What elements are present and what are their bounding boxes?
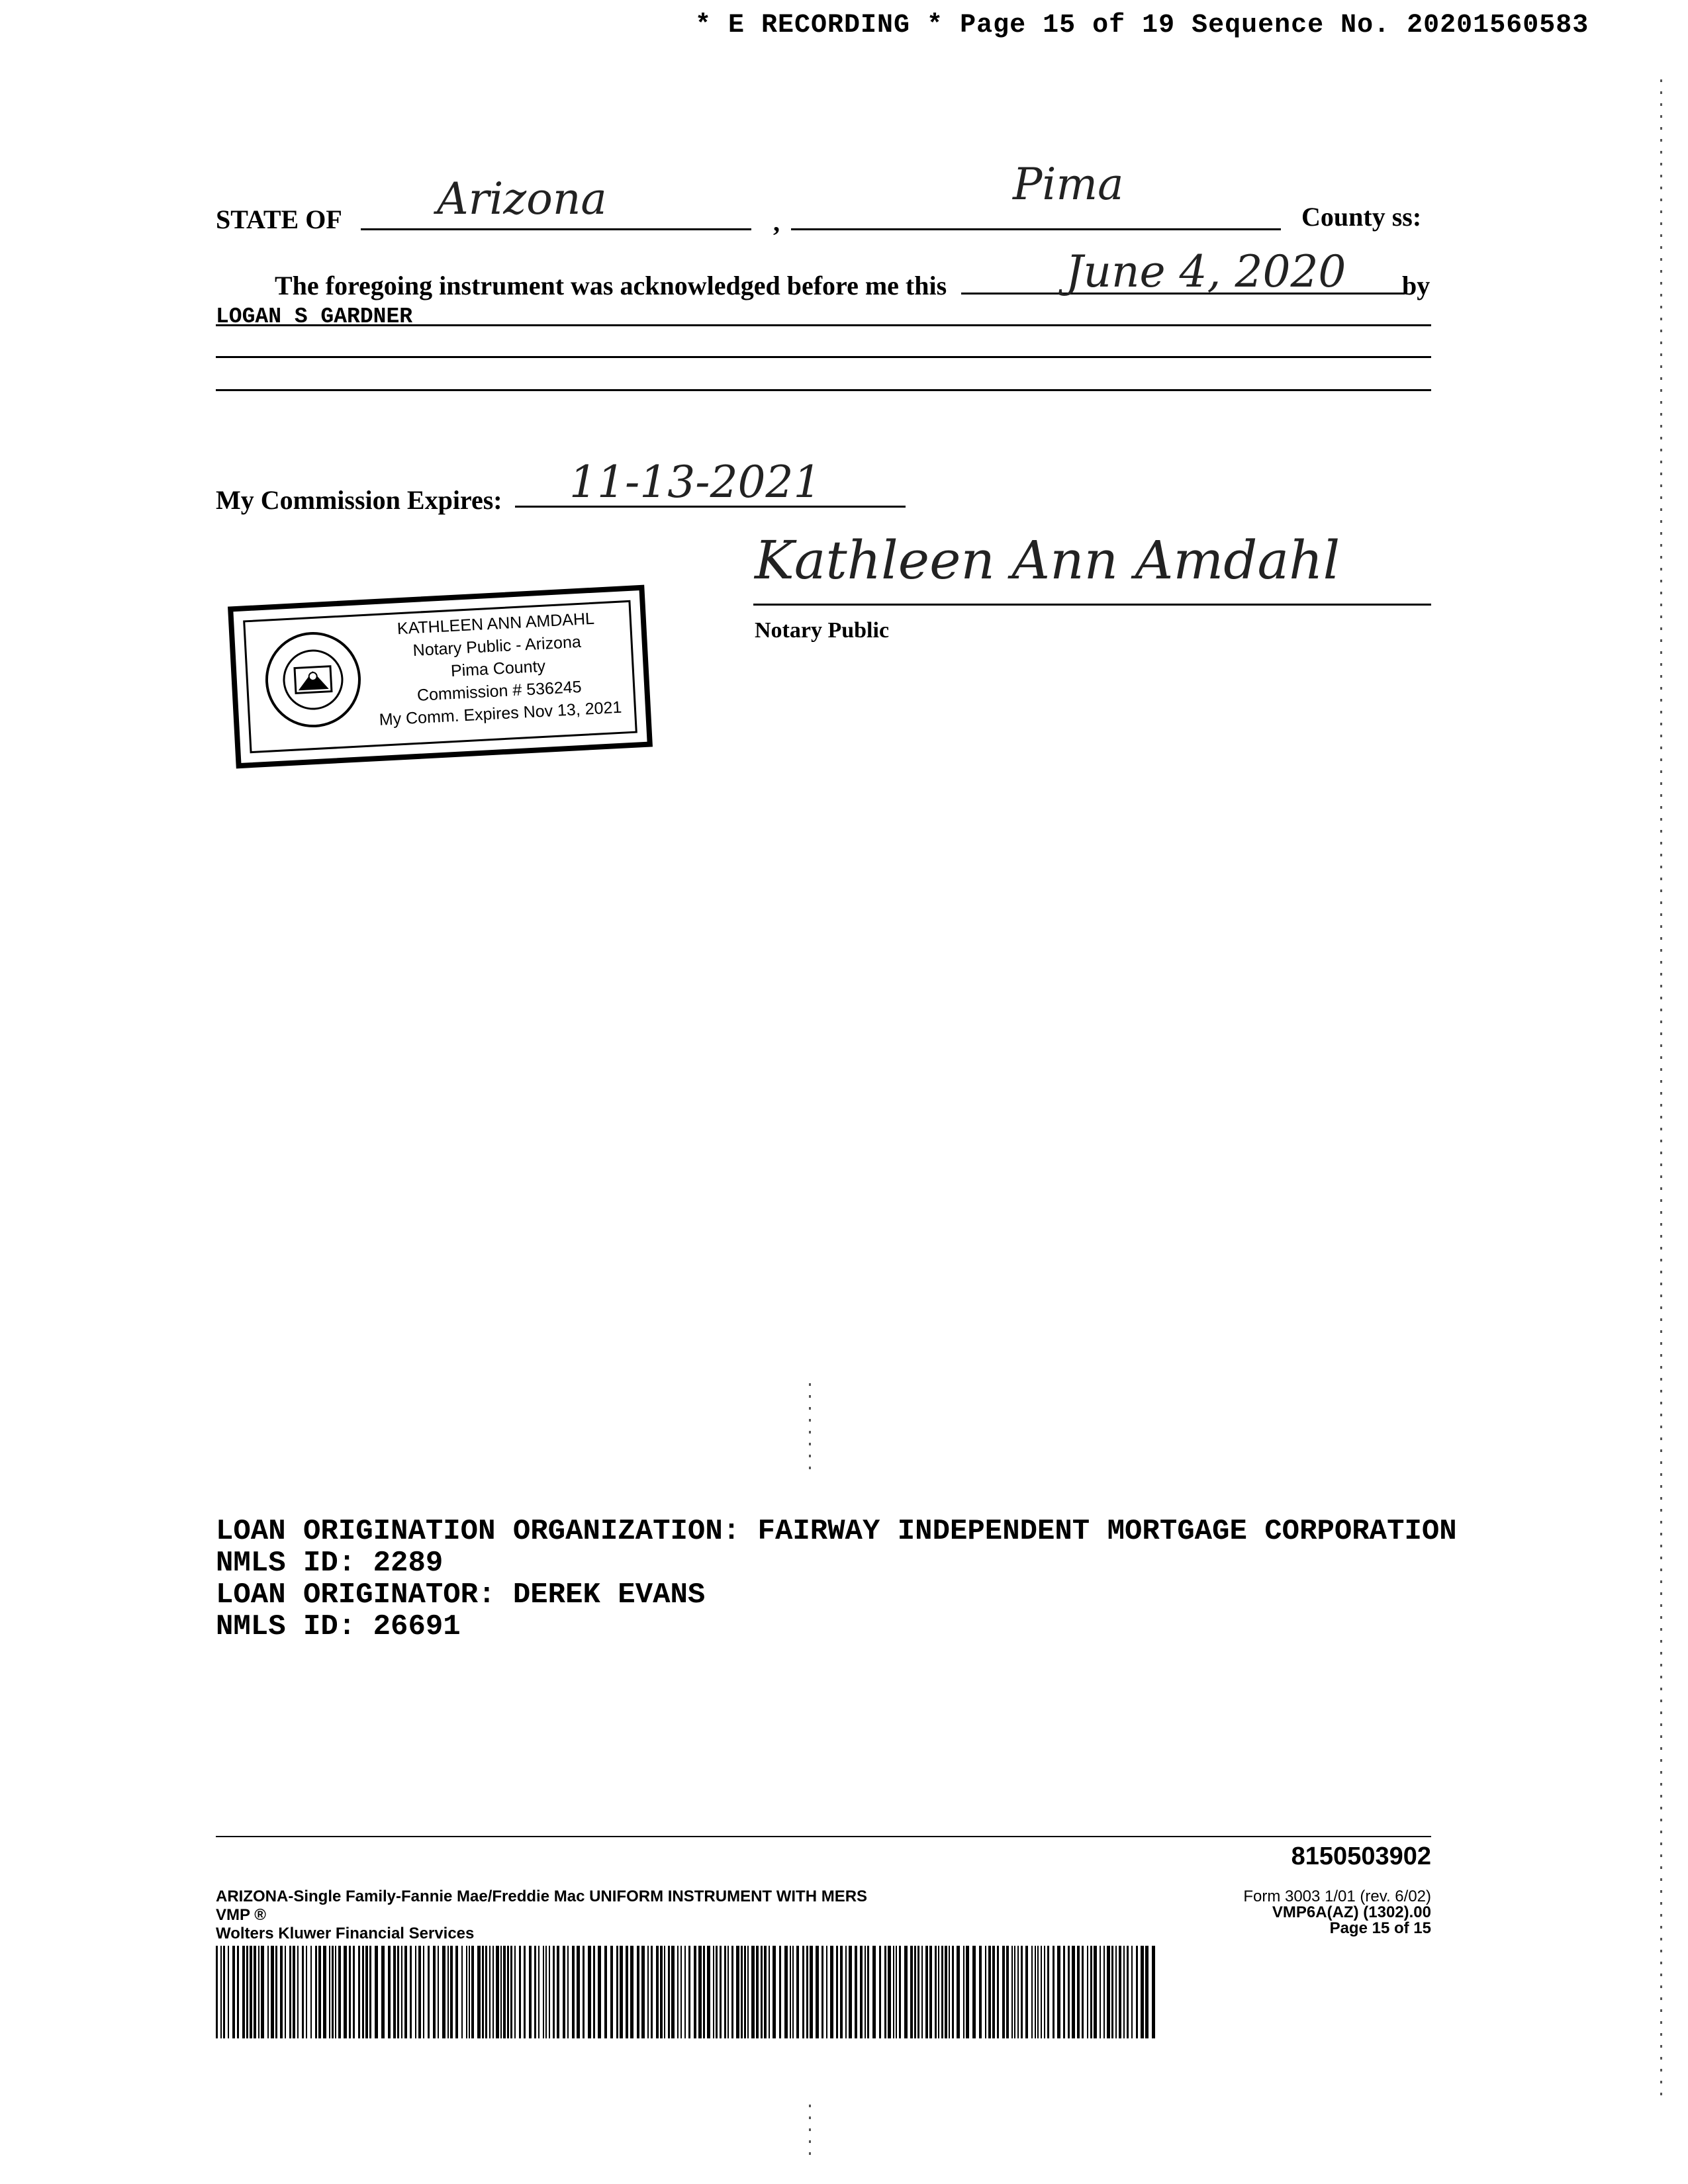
scan-dot — [1660, 1402, 1662, 1404]
county-handwritten: Pima — [1013, 159, 1124, 210]
scan-dot — [1660, 318, 1662, 320]
scan-dot — [1660, 1962, 1662, 1964]
scan-dot — [1660, 1938, 1662, 1940]
scan-dot — [1660, 830, 1662, 833]
scan-dot — [1660, 1140, 1662, 1142]
scan-dot — [1660, 1700, 1662, 1702]
scan-dot — [1660, 1104, 1662, 1107]
scan-dot — [1660, 1890, 1662, 1893]
scan-dot — [1660, 294, 1662, 296]
scan-dot — [1660, 711, 1662, 713]
scan-dot — [1660, 127, 1662, 130]
scan-dot — [1660, 973, 1662, 976]
scan-dot — [1660, 735, 1662, 737]
scan-dot — [1660, 1950, 1662, 1952]
scan-dot — [1660, 389, 1662, 392]
scan-dot — [1660, 1116, 1662, 1118]
scan-dot — [1660, 818, 1662, 821]
scan-dot — [1660, 1342, 1662, 1345]
scan-dot — [1660, 139, 1662, 142]
scan-dot — [1660, 1545, 1662, 1547]
scan-dot — [1660, 1592, 1662, 1595]
loan-organization: LOAN ORIGINATION ORGANIZATION: FAIRWAY INDEPENDENT MORTGAGE CORPORATION — [216, 1515, 1457, 1548]
scan-dot — [1660, 782, 1662, 785]
scan-dot — [1660, 1819, 1662, 1821]
scan-dot — [1660, 79, 1662, 82]
scan-dot — [1660, 866, 1662, 868]
scan-dot — [1660, 1569, 1662, 1571]
scan-dot — [1660, 1032, 1662, 1035]
scan-dot — [1660, 1223, 1662, 1226]
scan-dot — [1660, 1616, 1662, 1619]
scan-dot — [1660, 1211, 1662, 1214]
state-of-label: STATE OF — [216, 205, 342, 234]
scan-dot — [1660, 258, 1662, 261]
scan-dot — [1660, 937, 1662, 940]
scan-dot — [1660, 1902, 1662, 1905]
scan-dot — [1660, 532, 1662, 535]
scan-dot — [809, 1467, 811, 1469]
scan-dot — [1660, 1926, 1662, 1929]
scan-dot — [1660, 604, 1662, 606]
vmp-code: VMP6A(AZ) (1302).00 — [1272, 1903, 1431, 1921]
scan-dot — [1660, 1390, 1662, 1392]
scan-dot — [1660, 449, 1662, 451]
scan-dot — [1660, 1771, 1662, 1774]
footer-page: Page 15 of 15 — [1329, 1919, 1431, 1937]
scan-dot — [1660, 1985, 1662, 1988]
scan-dot — [1660, 1068, 1662, 1071]
scan-dot — [1660, 508, 1662, 511]
scan-dot — [1660, 1378, 1662, 1381]
scan-dot — [1660, 1449, 1662, 1452]
scan-dot — [1660, 663, 1662, 666]
scan-dot — [1660, 1509, 1662, 1512]
scan-dot — [1660, 1866, 1662, 1869]
scan-dot — [1660, 949, 1662, 952]
scan-dot — [1660, 1199, 1662, 1202]
scan-dot — [1660, 1354, 1662, 1357]
scan-dot — [1660, 556, 1662, 559]
scan-dot — [1660, 425, 1662, 428]
scan-dot — [1660, 1580, 1662, 1583]
notary-public-label: Notary Public — [755, 618, 890, 643]
scan-dot — [1660, 985, 1662, 987]
scan-dot — [1660, 330, 1662, 332]
scan-dot — [1660, 1473, 1662, 1476]
state-handwritten: Arizona — [437, 173, 607, 224]
scan-dot — [1660, 2057, 1662, 2060]
scan-dot — [1660, 842, 1662, 844]
scan-dot — [809, 2116, 811, 2119]
scan-dot — [1660, 461, 1662, 463]
scan-dot — [1660, 723, 1662, 725]
scan-dot — [1660, 627, 1662, 630]
scan-dot — [1660, 1330, 1662, 1333]
scan-dot — [1660, 1247, 1662, 1250]
scan-dot — [1660, 639, 1662, 642]
scan-dot — [809, 1383, 811, 1386]
scan-dot — [1660, 1640, 1662, 1643]
scan-dot — [1660, 651, 1662, 654]
scan-dot — [1660, 1759, 1662, 1762]
scan-dot — [1660, 1414, 1662, 1416]
scan-dot — [1660, 1056, 1662, 1059]
scan-dot — [1660, 1723, 1662, 1726]
scan-dot — [1660, 1795, 1662, 1797]
scan-dot — [1660, 151, 1662, 154]
scan-dot — [1660, 306, 1662, 308]
scan-dot — [1660, 1306, 1662, 1309]
scan-dot — [1660, 1628, 1662, 1631]
scan-dot — [1660, 1831, 1662, 1833]
scan-dot — [1660, 1044, 1662, 1047]
scan-dot — [1660, 1974, 1662, 1976]
scan-dot — [1660, 1664, 1662, 1666]
scan-dot — [1660, 1843, 1662, 1845]
scan-dot — [1660, 1533, 1662, 1535]
scan-dot — [809, 2152, 811, 2155]
scan-dot — [1660, 961, 1662, 964]
scan-dot — [1660, 925, 1662, 928]
scan-dot — [1660, 1783, 1662, 1786]
scan-dot — [1660, 2009, 1662, 2012]
recording-header: * E RECORDING * Page 15 of 19 Sequence No. 20201560583 — [695, 11, 1589, 40]
stamp-name: KATHLEEN ANN AMDAHL — [397, 609, 595, 639]
scan-dot — [1660, 496, 1662, 499]
scan-dot — [1660, 806, 1662, 809]
scan-dot — [1660, 413, 1662, 416]
scan-dot — [1660, 1163, 1662, 1166]
scan-dot — [1660, 1997, 1662, 2000]
scan-dot — [809, 2105, 811, 2107]
scan-dot — [1660, 913, 1662, 916]
scan-dot — [1660, 484, 1662, 487]
scan-dot — [1660, 222, 1662, 225]
scan-dot — [1660, 1366, 1662, 1369]
scan-dot — [809, 1431, 811, 1433]
scan-dot — [1660, 341, 1662, 344]
scan-dot — [809, 1443, 811, 1445]
notary-signature: Kathleen Ann Amdahl — [755, 529, 1340, 591]
scan-dot — [1660, 758, 1662, 761]
scan-dot — [809, 2140, 811, 2143]
scan-dot — [1660, 1914, 1662, 1917]
date-handwritten: June 4, 2020 — [1066, 246, 1346, 297]
scan-dot — [1660, 520, 1662, 523]
loan-originator: LOAN ORIGINATOR: DEREK EVANS — [216, 1578, 706, 1612]
scan-dot — [1660, 1557, 1662, 1559]
vmp-mark: VMP ® — [216, 1906, 266, 1924]
scan-dot — [1660, 699, 1662, 702]
scan-dot — [1660, 1235, 1662, 1238]
publisher: Wolters Kluwer Financial Services — [216, 1925, 475, 1942]
scan-dot — [1660, 2069, 1662, 2071]
scan-dot — [1660, 1807, 1662, 1809]
scan-dot — [1660, 687, 1662, 690]
scan-dot — [1660, 1437, 1662, 1440]
by-label: by — [1402, 271, 1430, 300]
loan-org-nmls: NMLS ID: 2289 — [216, 1547, 444, 1580]
county-label: County ss: — [1301, 202, 1422, 232]
scan-dot — [1660, 878, 1662, 880]
scan-dot — [1660, 210, 1662, 213]
scan-dot — [1660, 246, 1662, 249]
scan-dot — [1660, 1187, 1662, 1190]
scan-dot — [1660, 1485, 1662, 1488]
scan-dot — [1660, 1652, 1662, 1655]
scan-dot — [1660, 473, 1662, 475]
scan-dot — [1660, 1521, 1662, 1524]
foregoing-text: The foregoing instrument was acknowledged before me this — [275, 271, 947, 300]
scan-dot — [1660, 270, 1662, 273]
scan-dot — [1660, 1128, 1662, 1130]
scan-dot — [1660, 91, 1662, 94]
scan-dot — [1660, 544, 1662, 547]
scan-dot — [1660, 675, 1662, 678]
scan-dot — [1660, 1878, 1662, 1881]
scan-dot — [1660, 889, 1662, 892]
form-title: ARIZONA-Single Family-Fannie Mae/Freddie Mac UNIFORM INSTRUMENT WITH MERS — [216, 1888, 868, 1905]
commission-label: My Commission Expires: — [216, 485, 502, 515]
scan-dot — [1660, 794, 1662, 797]
scan-dot — [809, 1419, 811, 1422]
scan-dot — [1660, 103, 1662, 106]
acknowledged-by-name: LOGAN S GARDNER — [216, 304, 413, 329]
scan-dot — [1660, 2033, 1662, 2036]
scan-dot — [1660, 1021, 1662, 1023]
scan-dot — [1660, 1152, 1662, 1154]
scan-dot — [1660, 1688, 1662, 1690]
scan-dot — [1660, 2021, 1662, 2024]
scan-dot — [1660, 2081, 1662, 2083]
scan-dot — [1660, 175, 1662, 177]
scan-dot — [1660, 163, 1662, 165]
scan-dot — [1660, 615, 1662, 618]
scan-dot — [1660, 2045, 1662, 2048]
scan-dot — [809, 2128, 811, 2131]
comma-separator: , — [773, 207, 780, 237]
scan-dot — [1660, 199, 1662, 201]
scan-dot — [1660, 1497, 1662, 1500]
scan-dot — [1660, 1747, 1662, 1750]
scan-dot — [1660, 1175, 1662, 1178]
loan-number: 8150503902 — [1291, 1843, 1431, 1870]
scan-dot — [1660, 1259, 1662, 1261]
scan-dot — [1660, 1676, 1662, 1678]
scan-dot — [1660, 747, 1662, 749]
loan-originator-nmls: NMLS ID: 26691 — [216, 1610, 461, 1643]
stamp-title: Notary Public - Arizona — [412, 632, 582, 660]
scan-dot — [1660, 2093, 1662, 2095]
scan-dot — [1660, 1461, 1662, 1464]
scan-dot — [1660, 568, 1662, 570]
scan-dot — [809, 1395, 811, 1398]
scan-dot — [1660, 1318, 1662, 1321]
scan-dot — [1660, 234, 1662, 237]
scan-dot — [1660, 187, 1662, 189]
scan-dot — [1660, 1711, 1662, 1714]
scan-dot — [1660, 1854, 1662, 1857]
stamp-commission: Commission # 536245 — [416, 677, 583, 705]
stamp-county: Pima County — [450, 657, 546, 681]
scan-dot — [1660, 365, 1662, 368]
scan-dot — [1660, 1604, 1662, 1607]
scan-dot — [1660, 377, 1662, 380]
scan-dot — [809, 1455, 811, 1457]
scan-dot — [1660, 1735, 1662, 1738]
scan-dot — [1660, 353, 1662, 356]
scan-dot — [1660, 580, 1662, 582]
scan-dot — [1660, 1295, 1662, 1297]
scan-dot — [809, 1407, 811, 1410]
form-number: Form 3003 1/01 (rev. 6/02) — [1243, 1888, 1431, 1905]
scan-dot — [1660, 1092, 1662, 1095]
scan-dot — [1660, 770, 1662, 773]
scan-dot — [1660, 592, 1662, 594]
scan-dot — [1660, 854, 1662, 856]
scan-dot — [1660, 1426, 1662, 1428]
scan-dot — [1660, 401, 1662, 404]
scan-dot — [1660, 282, 1662, 285]
scan-dot — [1660, 437, 1662, 439]
scan-dot — [1660, 1009, 1662, 1011]
scan-dot — [1660, 115, 1662, 118]
scan-dot — [1660, 1080, 1662, 1083]
commission-handwritten: 11-13-2021 — [569, 457, 821, 508]
scan-dot — [1660, 901, 1662, 904]
scan-dot — [1660, 997, 1662, 999]
scan-dot — [1660, 1283, 1662, 1285]
stamp-expires: My Comm. Expires Nov 13, 2021 — [379, 698, 622, 729]
scan-dot — [1660, 1271, 1662, 1273]
